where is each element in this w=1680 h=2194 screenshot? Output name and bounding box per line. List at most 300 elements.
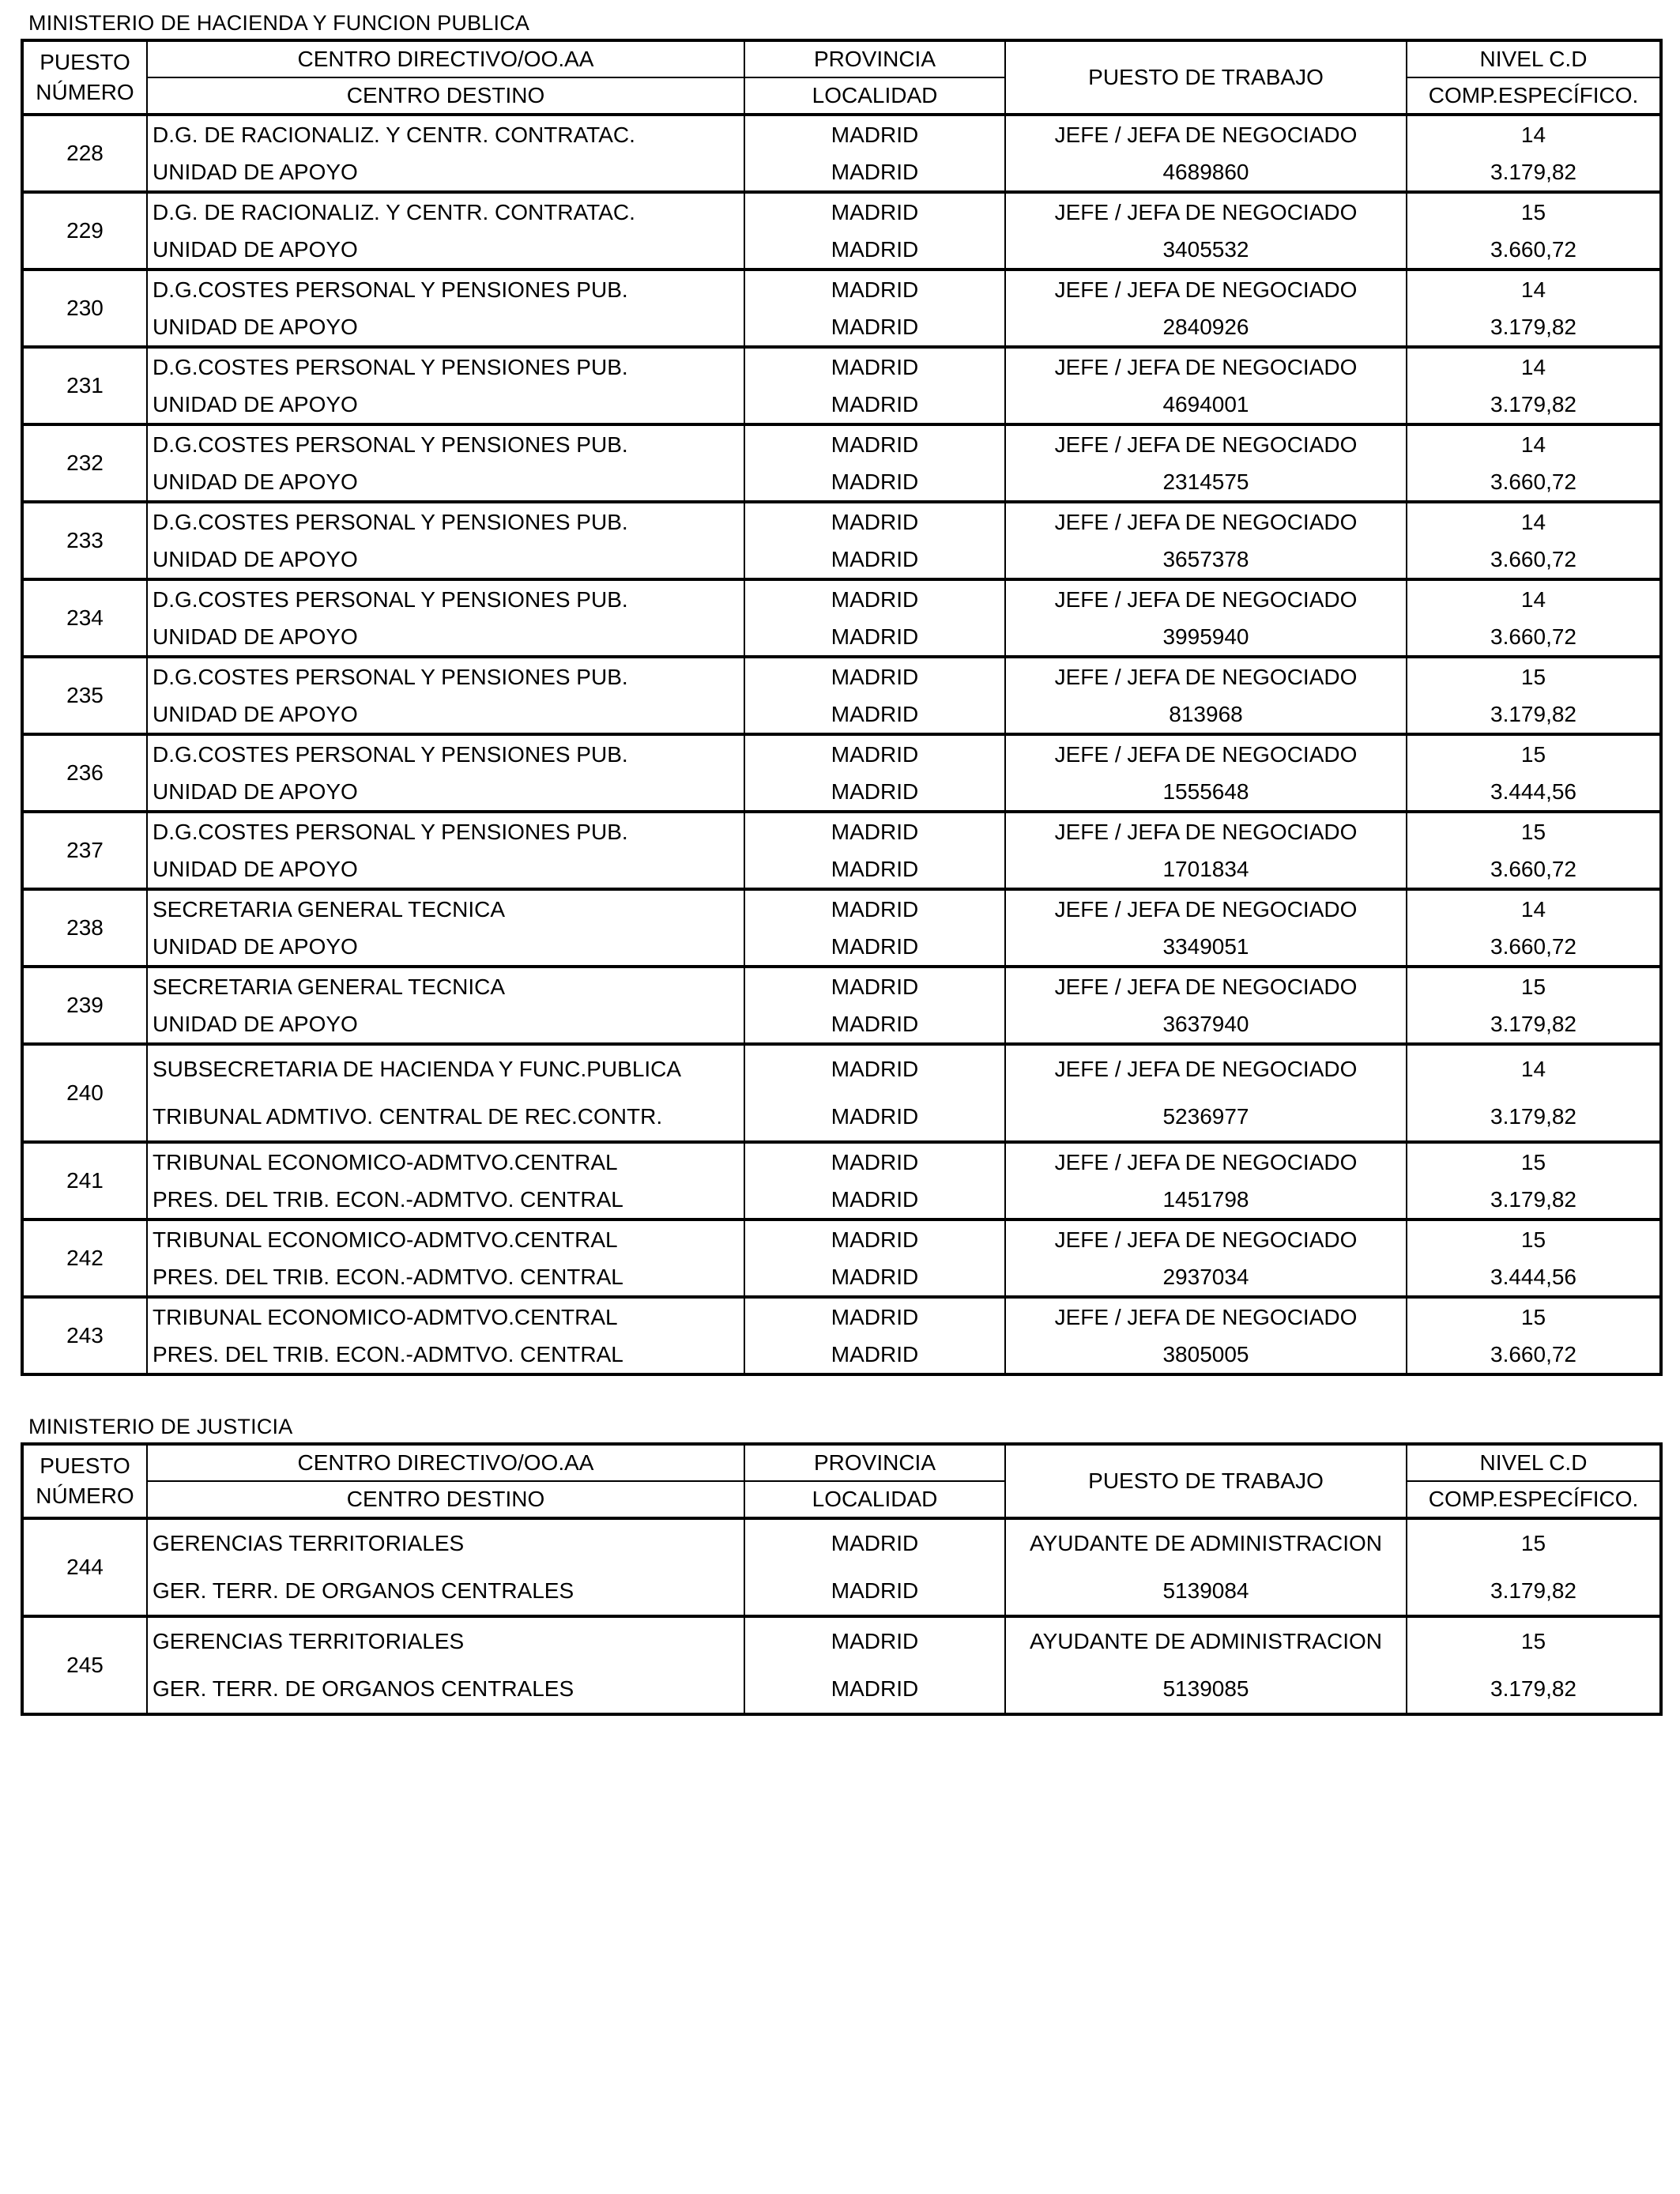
puesto-numero: 228 bbox=[22, 115, 147, 192]
cell-puesto-trabajo bbox=[1005, 424, 1407, 463]
cell-codigo-puesto bbox=[1005, 463, 1407, 502]
comp-especifico-text: 3.179,82 bbox=[1490, 702, 1576, 726]
puesto-trabajo-text: AYUDANTE DE ADMINISTRACION bbox=[1030, 1629, 1382, 1653]
table-row bbox=[22, 192, 1661, 231]
provincia-text: MADRID bbox=[831, 665, 919, 689]
centro-directivo-text: D.G.COSTES PERSONAL Y PENSIONES PUB. bbox=[153, 665, 628, 689]
table-row-sub bbox=[22, 1665, 1661, 1714]
table-row-sub bbox=[22, 928, 1661, 967]
cell-comp-especifico bbox=[1407, 541, 1661, 579]
centro-directivo-text: D.G.COSTES PERSONAL Y PENSIONES PUB. bbox=[153, 355, 628, 379]
cell-centro-directivo bbox=[147, 812, 744, 850]
cell-localidad bbox=[744, 850, 1005, 889]
cell-nivel-cd bbox=[1407, 1297, 1661, 1336]
localidad-text: MADRID bbox=[831, 469, 919, 494]
cell-centro-destino bbox=[147, 1093, 744, 1142]
cell-codigo-puesto bbox=[1005, 696, 1407, 734]
nivel-cd-text: 15 bbox=[1520, 742, 1546, 767]
cell-nivel-cd bbox=[1407, 579, 1661, 618]
puesto-trabajo-text: AYUDANTE DE ADMINISTRACION bbox=[1030, 1531, 1382, 1555]
puesto-trabajo-text: JEFE / JEFA DE NEGOCIADO bbox=[1054, 355, 1358, 379]
table-row bbox=[22, 1220, 1661, 1258]
comp-especifico-text: 3.660,72 bbox=[1490, 624, 1576, 649]
cell-localidad bbox=[744, 231, 1005, 270]
cell-centro-destino bbox=[147, 696, 744, 734]
cell-puesto-trabajo bbox=[1005, 579, 1407, 618]
cell-puesto-trabajo bbox=[1005, 502, 1407, 541]
table-row bbox=[22, 1044, 1661, 1093]
centro-destino-text: UNIDAD DE APOYO bbox=[153, 857, 358, 881]
cell-provincia bbox=[744, 889, 1005, 928]
codigo-puesto-text: 3995940 bbox=[1162, 624, 1249, 649]
centro-destino-text: GER. TERR. DE ORGANOS CENTRALES bbox=[153, 1578, 574, 1603]
cell-comp-especifico bbox=[1407, 928, 1661, 967]
codigo-puesto-text: 5236977 bbox=[1162, 1104, 1249, 1129]
centro-directivo-text: GERENCIAS TERRITORIALES bbox=[153, 1629, 465, 1653]
codigo-puesto-text: 5139084 bbox=[1162, 1578, 1249, 1603]
cell-centro-directivo bbox=[147, 967, 744, 1005]
header-localidad: LOCALIDAD bbox=[744, 77, 1005, 115]
header-puesto-numero bbox=[22, 40, 147, 115]
localidad-text: MADRID bbox=[831, 1578, 919, 1603]
centro-destino-text: UNIDAD DE APOYO bbox=[153, 469, 358, 494]
cell-puesto-trabajo bbox=[1005, 967, 1407, 1005]
cell-comp-especifico bbox=[1407, 1181, 1661, 1220]
puesto-trabajo-text: JEFE / JEFA DE NEGOCIADO bbox=[1054, 432, 1358, 457]
comp-especifico-text: 3.179,82 bbox=[1490, 1012, 1576, 1036]
puesto-numero: 233 bbox=[22, 502, 147, 579]
provincia-text: MADRID bbox=[831, 742, 919, 767]
puesto-trabajo-text: JEFE / JEFA DE NEGOCIADO bbox=[1054, 1057, 1358, 1081]
puesto-numero: 237 bbox=[22, 812, 147, 889]
cell-puesto-trabajo bbox=[1005, 192, 1407, 231]
cell-centro-destino bbox=[147, 1665, 744, 1714]
localidad-text: MADRID bbox=[831, 934, 919, 959]
table-row bbox=[22, 347, 1661, 386]
cell-codigo-puesto bbox=[1005, 618, 1407, 657]
cell-nivel-cd bbox=[1407, 115, 1661, 153]
cell-puesto-trabajo bbox=[1005, 270, 1407, 308]
cell-nivel-cd bbox=[1407, 1142, 1661, 1181]
cell-centro-directivo bbox=[147, 270, 744, 308]
centro-directivo-text: D.G.COSTES PERSONAL Y PENSIONES PUB. bbox=[153, 432, 628, 457]
cell-codigo-puesto bbox=[1005, 308, 1407, 347]
provincia-text: MADRID bbox=[831, 1629, 919, 1653]
header-label: NÚMERO bbox=[36, 80, 134, 104]
header-provincia: PROVINCIA bbox=[744, 40, 1005, 77]
localidad-text: MADRID bbox=[831, 857, 919, 881]
cell-codigo-puesto bbox=[1005, 928, 1407, 967]
cell-centro-directivo bbox=[147, 1616, 744, 1665]
nivel-cd-text: 15 bbox=[1520, 200, 1546, 224]
centro-directivo-text: D.G.COSTES PERSONAL Y PENSIONES PUB. bbox=[153, 510, 628, 534]
cell-codigo-puesto bbox=[1005, 1258, 1407, 1297]
cell-centro-directivo bbox=[147, 192, 744, 231]
provincia-text: MADRID bbox=[831, 1150, 919, 1174]
cell-nivel-cd bbox=[1407, 347, 1661, 386]
cell-comp-especifico bbox=[1407, 463, 1661, 502]
nivel-cd-text: 15 bbox=[1520, 820, 1546, 844]
centro-destino-text: UNIDAD DE APOYO bbox=[153, 1012, 358, 1036]
cell-provincia bbox=[744, 270, 1005, 308]
puesto-numero: 245 bbox=[22, 1616, 147, 1714]
puesto-trabajo-text: JEFE / JEFA DE NEGOCIADO bbox=[1054, 665, 1358, 689]
cell-localidad bbox=[744, 386, 1005, 424]
cell-comp-especifico bbox=[1407, 386, 1661, 424]
cell-centro-directivo bbox=[147, 1297, 744, 1336]
cell-codigo-puesto bbox=[1005, 231, 1407, 270]
centro-directivo-text: D.G. DE RACIONALIZ. Y CENTR. CONTRATAC. bbox=[153, 123, 635, 147]
codigo-puesto-text: 2314575 bbox=[1162, 469, 1249, 494]
positions-table bbox=[21, 39, 1663, 1376]
cell-localidad bbox=[744, 1093, 1005, 1142]
cell-comp-especifico bbox=[1407, 231, 1661, 270]
table-row bbox=[22, 424, 1661, 463]
cell-nivel-cd bbox=[1407, 967, 1661, 1005]
table-row-sub bbox=[22, 1093, 1661, 1142]
cell-centro-directivo bbox=[147, 1142, 744, 1181]
puesto-trabajo-text: JEFE / JEFA DE NEGOCIADO bbox=[1054, 510, 1358, 534]
centro-destino-text: UNIDAD DE APOYO bbox=[153, 237, 358, 262]
provincia-text: MADRID bbox=[831, 820, 919, 844]
cell-localidad bbox=[744, 1005, 1005, 1044]
comp-especifico-text: 3.179,82 bbox=[1490, 1676, 1576, 1701]
cell-provincia bbox=[744, 1518, 1005, 1567]
cell-codigo-puesto bbox=[1005, 1336, 1407, 1374]
section-title: MINISTERIO DE JUSTICIA bbox=[28, 1415, 293, 1438]
cell-nivel-cd bbox=[1407, 502, 1661, 541]
cell-codigo-puesto bbox=[1005, 153, 1407, 192]
nivel-cd-text: 15 bbox=[1520, 974, 1546, 999]
codigo-puesto-text: 5139085 bbox=[1162, 1676, 1249, 1701]
cell-centro-destino bbox=[147, 1567, 744, 1616]
cell-centro-destino bbox=[147, 153, 744, 192]
nivel-cd-text: 15 bbox=[1520, 1227, 1546, 1252]
cell-codigo-puesto bbox=[1005, 541, 1407, 579]
cell-puesto-trabajo bbox=[1005, 1044, 1407, 1093]
cell-nivel-cd bbox=[1407, 270, 1661, 308]
header-centro-destino: CENTRO DESTINO bbox=[147, 77, 744, 115]
cell-provincia bbox=[744, 192, 1005, 231]
cell-nivel-cd bbox=[1407, 812, 1661, 850]
localidad-text: MADRID bbox=[831, 1342, 919, 1367]
cell-provincia bbox=[744, 657, 1005, 696]
provincia-text: MADRID bbox=[831, 277, 919, 302]
cell-puesto-trabajo bbox=[1005, 115, 1407, 153]
nivel-cd-text: 14 bbox=[1520, 277, 1546, 302]
comp-especifico-text: 3.179,82 bbox=[1490, 160, 1576, 184]
cell-centro-directivo bbox=[147, 1518, 744, 1567]
cell-puesto-trabajo bbox=[1005, 812, 1407, 850]
cell-provincia bbox=[744, 1142, 1005, 1181]
cell-localidad bbox=[744, 1665, 1005, 1714]
cell-centro-directivo bbox=[147, 115, 744, 153]
localidad-text: MADRID bbox=[831, 1265, 919, 1289]
puesto-trabajo-text: JEFE / JEFA DE NEGOCIADO bbox=[1054, 1227, 1358, 1252]
cell-provincia bbox=[744, 1616, 1005, 1665]
cell-codigo-puesto bbox=[1005, 773, 1407, 812]
table-row-sub bbox=[22, 618, 1661, 657]
header-label: PUESTO bbox=[40, 1453, 130, 1478]
header-nivel: NIVEL C.D bbox=[1407, 1444, 1661, 1481]
puesto-trabajo-text: JEFE / JEFA DE NEGOCIADO bbox=[1054, 200, 1358, 224]
centro-directivo-text: SECRETARIA GENERAL TECNICA bbox=[153, 974, 506, 999]
puesto-numero: 243 bbox=[22, 1297, 147, 1374]
centro-destino-text: UNIDAD DE APOYO bbox=[153, 624, 358, 649]
cell-localidad bbox=[744, 618, 1005, 657]
codigo-puesto-text: 3405532 bbox=[1162, 237, 1249, 262]
localidad-text: MADRID bbox=[831, 1012, 919, 1036]
comp-especifico-text: 3.444,56 bbox=[1490, 1265, 1576, 1289]
cell-centro-destino bbox=[147, 1181, 744, 1220]
cell-puesto-trabajo bbox=[1005, 1297, 1407, 1336]
centro-destino-text: UNIDAD DE APOYO bbox=[153, 702, 358, 726]
provincia-text: MADRID bbox=[831, 355, 919, 379]
cell-centro-directivo bbox=[147, 347, 744, 386]
table-row bbox=[22, 502, 1661, 541]
cell-nivel-cd bbox=[1407, 424, 1661, 463]
codigo-puesto-text: 1451798 bbox=[1162, 1187, 1249, 1212]
centro-destino-text: PRES. DEL TRIB. ECON.-ADMTVO. CENTRAL bbox=[153, 1342, 623, 1367]
provincia-text: MADRID bbox=[831, 123, 919, 147]
puesto-numero: 239 bbox=[22, 967, 147, 1044]
header-nivel: NIVEL C.D bbox=[1407, 40, 1661, 77]
centro-directivo-text: TRIBUNAL ECONOMICO-ADMTVO.CENTRAL bbox=[153, 1305, 618, 1329]
codigo-puesto-text: 4694001 bbox=[1162, 392, 1249, 417]
codigo-puesto-text: 3349051 bbox=[1162, 934, 1249, 959]
cell-provincia bbox=[744, 967, 1005, 1005]
centro-directivo-text: D.G. DE RACIONALIZ. Y CENTR. CONTRATAC. bbox=[153, 200, 635, 224]
table-row bbox=[22, 1142, 1661, 1181]
header-comp-especifico: COMP.ESPECÍFICO. bbox=[1407, 77, 1661, 115]
cell-localidad bbox=[744, 1567, 1005, 1616]
cell-comp-especifico bbox=[1407, 1567, 1661, 1616]
cell-centro-destino bbox=[147, 463, 744, 502]
cell-puesto-trabajo bbox=[1005, 1616, 1407, 1665]
cell-nivel-cd bbox=[1407, 1044, 1661, 1093]
puesto-numero: 236 bbox=[22, 734, 147, 812]
nivel-cd-text: 14 bbox=[1520, 897, 1546, 922]
cell-localidad bbox=[744, 308, 1005, 347]
centro-destino-text: UNIDAD DE APOYO bbox=[153, 934, 358, 959]
header-comp-especifico: COMP.ESPECÍFICO. bbox=[1407, 1481, 1661, 1518]
centro-destino-text: UNIDAD DE APOYO bbox=[153, 779, 358, 804]
cell-comp-especifico bbox=[1407, 618, 1661, 657]
table-row-sub bbox=[22, 463, 1661, 502]
cell-codigo-puesto bbox=[1005, 1005, 1407, 1044]
header-row-top bbox=[22, 40, 1661, 77]
cell-nivel-cd bbox=[1407, 1616, 1661, 1665]
cell-puesto-trabajo bbox=[1005, 1518, 1407, 1567]
cell-provincia bbox=[744, 579, 1005, 618]
provincia-text: MADRID bbox=[831, 1057, 919, 1081]
table-row-sub bbox=[22, 1336, 1661, 1374]
header-row-top bbox=[22, 1444, 1661, 1481]
section-title: MINISTERIO DE HACIENDA Y FUNCION PUBLICA bbox=[28, 11, 530, 35]
cell-centro-directivo bbox=[147, 734, 744, 773]
header-row-bottom bbox=[22, 1481, 1661, 1518]
table-row bbox=[22, 270, 1661, 308]
centro-destino-text: PRES. DEL TRIB. ECON.-ADMTVO. CENTRAL bbox=[153, 1265, 623, 1289]
cell-centro-destino bbox=[147, 1005, 744, 1044]
comp-especifico-text: 3.179,82 bbox=[1490, 1187, 1576, 1212]
nivel-cd-text: 14 bbox=[1520, 432, 1546, 457]
cell-provincia bbox=[744, 1297, 1005, 1336]
table-row-sub bbox=[22, 153, 1661, 192]
nivel-cd-text: 14 bbox=[1520, 510, 1546, 534]
puesto-trabajo-text: JEFE / JEFA DE NEGOCIADO bbox=[1054, 587, 1358, 612]
cell-nivel-cd bbox=[1407, 192, 1661, 231]
provincia-text: MADRID bbox=[831, 1305, 919, 1329]
nivel-cd-text: 15 bbox=[1520, 1305, 1546, 1329]
puesto-numero: 230 bbox=[22, 270, 147, 347]
table-row-sub bbox=[22, 1005, 1661, 1044]
localidad-text: MADRID bbox=[831, 1187, 919, 1212]
cell-localidad bbox=[744, 1336, 1005, 1374]
provincia-text: MADRID bbox=[831, 897, 919, 922]
cell-centro-destino bbox=[147, 1258, 744, 1297]
puesto-trabajo-text: JEFE / JEFA DE NEGOCIADO bbox=[1054, 742, 1358, 767]
centro-directivo-text: D.G.COSTES PERSONAL Y PENSIONES PUB. bbox=[153, 820, 628, 844]
comp-especifico-text: 3.660,72 bbox=[1490, 547, 1576, 571]
nivel-cd-text: 15 bbox=[1520, 1629, 1546, 1653]
header-puesto-trabajo: PUESTO DE TRABAJO bbox=[1005, 40, 1407, 115]
centro-directivo-text: GERENCIAS TERRITORIALES bbox=[153, 1531, 465, 1555]
nivel-cd-text: 15 bbox=[1520, 1150, 1546, 1174]
localidad-text: MADRID bbox=[831, 547, 919, 571]
codigo-puesto-text: 4689860 bbox=[1162, 160, 1249, 184]
nivel-cd-text: 14 bbox=[1520, 123, 1546, 147]
codigo-puesto-text: 813968 bbox=[1169, 702, 1243, 726]
centro-directivo-text: TRIBUNAL ECONOMICO-ADMTVO.CENTRAL bbox=[153, 1150, 618, 1174]
puesto-numero: 240 bbox=[22, 1044, 147, 1142]
centro-directivo-text: SECRETARIA GENERAL TECNICA bbox=[153, 897, 506, 922]
centro-destino-text: UNIDAD DE APOYO bbox=[153, 547, 358, 571]
localidad-text: MADRID bbox=[831, 1676, 919, 1701]
centro-directivo-text: D.G.COSTES PERSONAL Y PENSIONES PUB. bbox=[153, 587, 628, 612]
cell-codigo-puesto bbox=[1005, 1093, 1407, 1142]
nivel-cd-text: 14 bbox=[1520, 1057, 1546, 1081]
cell-puesto-trabajo bbox=[1005, 657, 1407, 696]
cell-puesto-trabajo bbox=[1005, 347, 1407, 386]
localidad-text: MADRID bbox=[831, 237, 919, 262]
comp-especifico-text: 3.660,72 bbox=[1490, 469, 1576, 494]
codigo-puesto-text: 3637940 bbox=[1162, 1012, 1249, 1036]
puesto-numero: 235 bbox=[22, 657, 147, 734]
cell-comp-especifico bbox=[1407, 773, 1661, 812]
cell-centro-destino bbox=[147, 1336, 744, 1374]
cell-nivel-cd bbox=[1407, 734, 1661, 773]
puesto-numero: 231 bbox=[22, 347, 147, 424]
centro-directivo-text: D.G.COSTES PERSONAL Y PENSIONES PUB. bbox=[153, 742, 628, 767]
codigo-puesto-text: 1555648 bbox=[1162, 779, 1249, 804]
table-row bbox=[22, 1616, 1661, 1665]
localidad-text: MADRID bbox=[831, 1104, 919, 1129]
cell-codigo-puesto bbox=[1005, 1665, 1407, 1714]
puesto-trabajo-text: JEFE / JEFA DE NEGOCIADO bbox=[1054, 277, 1358, 302]
cell-comp-especifico bbox=[1407, 696, 1661, 734]
cell-provincia bbox=[744, 734, 1005, 773]
puesto-numero: 242 bbox=[22, 1220, 147, 1297]
puesto-numero: 229 bbox=[22, 192, 147, 270]
comp-especifico-text: 3.660,72 bbox=[1490, 1342, 1576, 1367]
table-row-sub bbox=[22, 541, 1661, 579]
cell-comp-especifico bbox=[1407, 153, 1661, 192]
cell-nivel-cd bbox=[1407, 1220, 1661, 1258]
cell-centro-destino bbox=[147, 850, 744, 889]
localidad-text: MADRID bbox=[831, 160, 919, 184]
table-row-sub bbox=[22, 850, 1661, 889]
table-row bbox=[22, 1518, 1661, 1567]
table-row bbox=[22, 889, 1661, 928]
provincia-text: MADRID bbox=[831, 200, 919, 224]
nivel-cd-text: 14 bbox=[1520, 355, 1546, 379]
cell-comp-especifico bbox=[1407, 1093, 1661, 1142]
centro-destino-text: UNIDAD DE APOYO bbox=[153, 160, 358, 184]
header-puesto-trabajo: PUESTO DE TRABAJO bbox=[1005, 1444, 1407, 1518]
table-row-sub bbox=[22, 1567, 1661, 1616]
section-justicia bbox=[21, 1415, 1663, 1716]
cell-centro-destino bbox=[147, 386, 744, 424]
localidad-text: MADRID bbox=[831, 392, 919, 417]
section-hacienda bbox=[21, 11, 1663, 1376]
nivel-cd-text: 14 bbox=[1520, 587, 1546, 612]
header-centro-directivo: CENTRO DIRECTIVO/OO.AA bbox=[147, 1444, 744, 1481]
table-row-sub bbox=[22, 231, 1661, 270]
cell-codigo-puesto bbox=[1005, 850, 1407, 889]
cell-puesto-trabajo bbox=[1005, 1142, 1407, 1181]
cell-localidad bbox=[744, 153, 1005, 192]
header-centro-destino: CENTRO DESTINO bbox=[147, 1481, 744, 1518]
cell-nivel-cd bbox=[1407, 657, 1661, 696]
cell-centro-directivo bbox=[147, 657, 744, 696]
cell-puesto-trabajo bbox=[1005, 734, 1407, 773]
header-label: PUESTO bbox=[40, 50, 130, 74]
cell-comp-especifico bbox=[1407, 1665, 1661, 1714]
cell-centro-directivo bbox=[147, 502, 744, 541]
puesto-trabajo-text: JEFE / JEFA DE NEGOCIADO bbox=[1054, 974, 1358, 999]
cell-comp-especifico bbox=[1407, 1258, 1661, 1297]
puesto-trabajo-text: JEFE / JEFA DE NEGOCIADO bbox=[1054, 820, 1358, 844]
table-row bbox=[22, 115, 1661, 153]
localidad-text: MADRID bbox=[831, 702, 919, 726]
cell-comp-especifico bbox=[1407, 1336, 1661, 1374]
table-row bbox=[22, 1297, 1661, 1336]
codigo-puesto-text: 3657378 bbox=[1162, 547, 1249, 571]
cell-comp-especifico bbox=[1407, 850, 1661, 889]
header-centro-directivo: CENTRO DIRECTIVO/OO.AA bbox=[147, 40, 744, 77]
cell-localidad bbox=[744, 1258, 1005, 1297]
cell-localidad bbox=[744, 1181, 1005, 1220]
centro-destino-text: UNIDAD DE APOYO bbox=[153, 392, 358, 417]
centro-destino-text: PRES. DEL TRIB. ECON.-ADMTVO. CENTRAL bbox=[153, 1187, 623, 1212]
comp-especifico-text: 3.179,82 bbox=[1490, 315, 1576, 339]
table-row bbox=[22, 734, 1661, 773]
cell-puesto-trabajo bbox=[1005, 1220, 1407, 1258]
header-puesto-numero bbox=[22, 1444, 147, 1518]
header-label: NÚMERO bbox=[36, 1483, 134, 1508]
cell-localidad bbox=[744, 928, 1005, 967]
provincia-text: MADRID bbox=[831, 1227, 919, 1252]
cell-centro-directivo bbox=[147, 424, 744, 463]
puesto-trabajo-text: JEFE / JEFA DE NEGOCIADO bbox=[1054, 1305, 1358, 1329]
provincia-text: MADRID bbox=[831, 1531, 919, 1555]
nivel-cd-text: 15 bbox=[1520, 1531, 1546, 1555]
cell-comp-especifico bbox=[1407, 308, 1661, 347]
comp-especifico-text: 3.179,82 bbox=[1490, 392, 1576, 417]
codigo-puesto-text: 2840926 bbox=[1162, 315, 1249, 339]
puesto-trabajo-text: JEFE / JEFA DE NEGOCIADO bbox=[1054, 897, 1358, 922]
